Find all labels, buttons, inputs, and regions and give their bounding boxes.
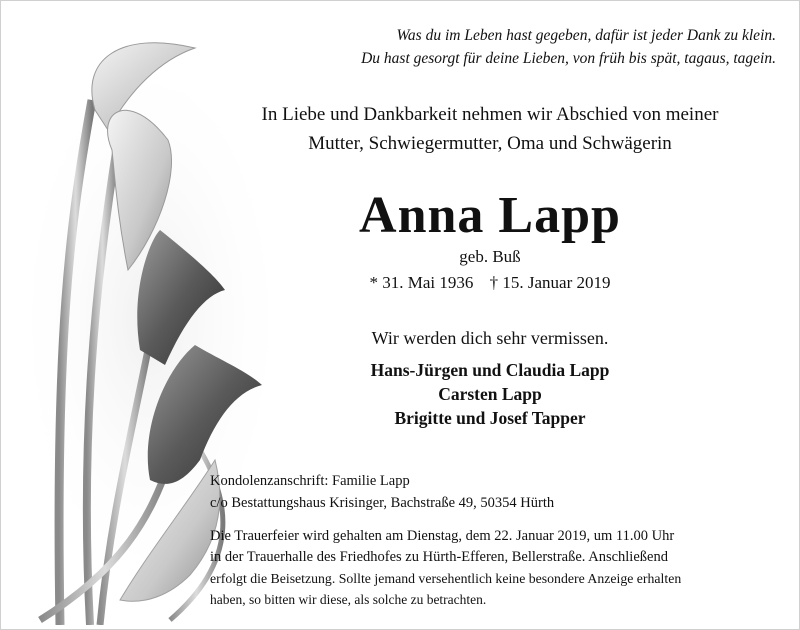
mourner: Brigitte und Josef Tapper [394,408,586,428]
maiden-name: geb. Buß [459,247,521,266]
farewell-message: Wir werden dich sehr vermissen. [371,328,609,348]
death-date: † 15. Januar 2019 [489,273,611,292]
birth-date: * 31. Mai 1936 [369,273,474,292]
mourner: Carsten Lapp [438,384,542,404]
ceremony-line-3: erfolgt die Beisetzung. Sollte jemand versehentlich keine besondere Anzeige erhalten [210,571,682,586]
mourner: Hans-Jürgen und Claudia Lapp [370,360,610,380]
ceremony-line-2: in der Trauerhalle des Friedhofes zu Hürth-Efferen, Bellerstraße. Anschließend [210,549,668,565]
condolence-line-2: c/o Bestattungshaus Krisinger, Bachstraße 49, 50354 Hürth [210,495,555,511]
farewell-intro [200,100,780,158]
intro-line-2: Mutter, Schwiegermutter, Oma und Schwägerin [308,133,672,154]
quote-line-1: Was du im Leben hast gegeben, dafür ist jeder Dank zu klein. [396,27,776,44]
life-dates [200,272,780,294]
ceremony-line-4: haben, so bitten wir diese, als solche zu betrachten. [210,592,487,607]
ceremony-info [210,526,780,610]
mourners-list [200,358,780,430]
condolence-line-1: Kondolenzanschrift: Familie Lapp [210,473,410,489]
quote-line-2: Du hast gesorgt für deine Lieben, von früh bis spät, tagaus, tagein. [361,50,776,67]
deceased-name: Anna Lapp [359,187,621,244]
ceremony-line-1: Die Trauerfeier wird gehalten am Dienstag, dem 22. Januar 2019, um 11.00 Uhr [210,528,675,544]
intro-line-1: In Liebe und Dankbarkeit nehmen wir Abschied von meiner [261,104,719,125]
condolence-address [210,470,780,514]
quote-verse [256,24,776,70]
